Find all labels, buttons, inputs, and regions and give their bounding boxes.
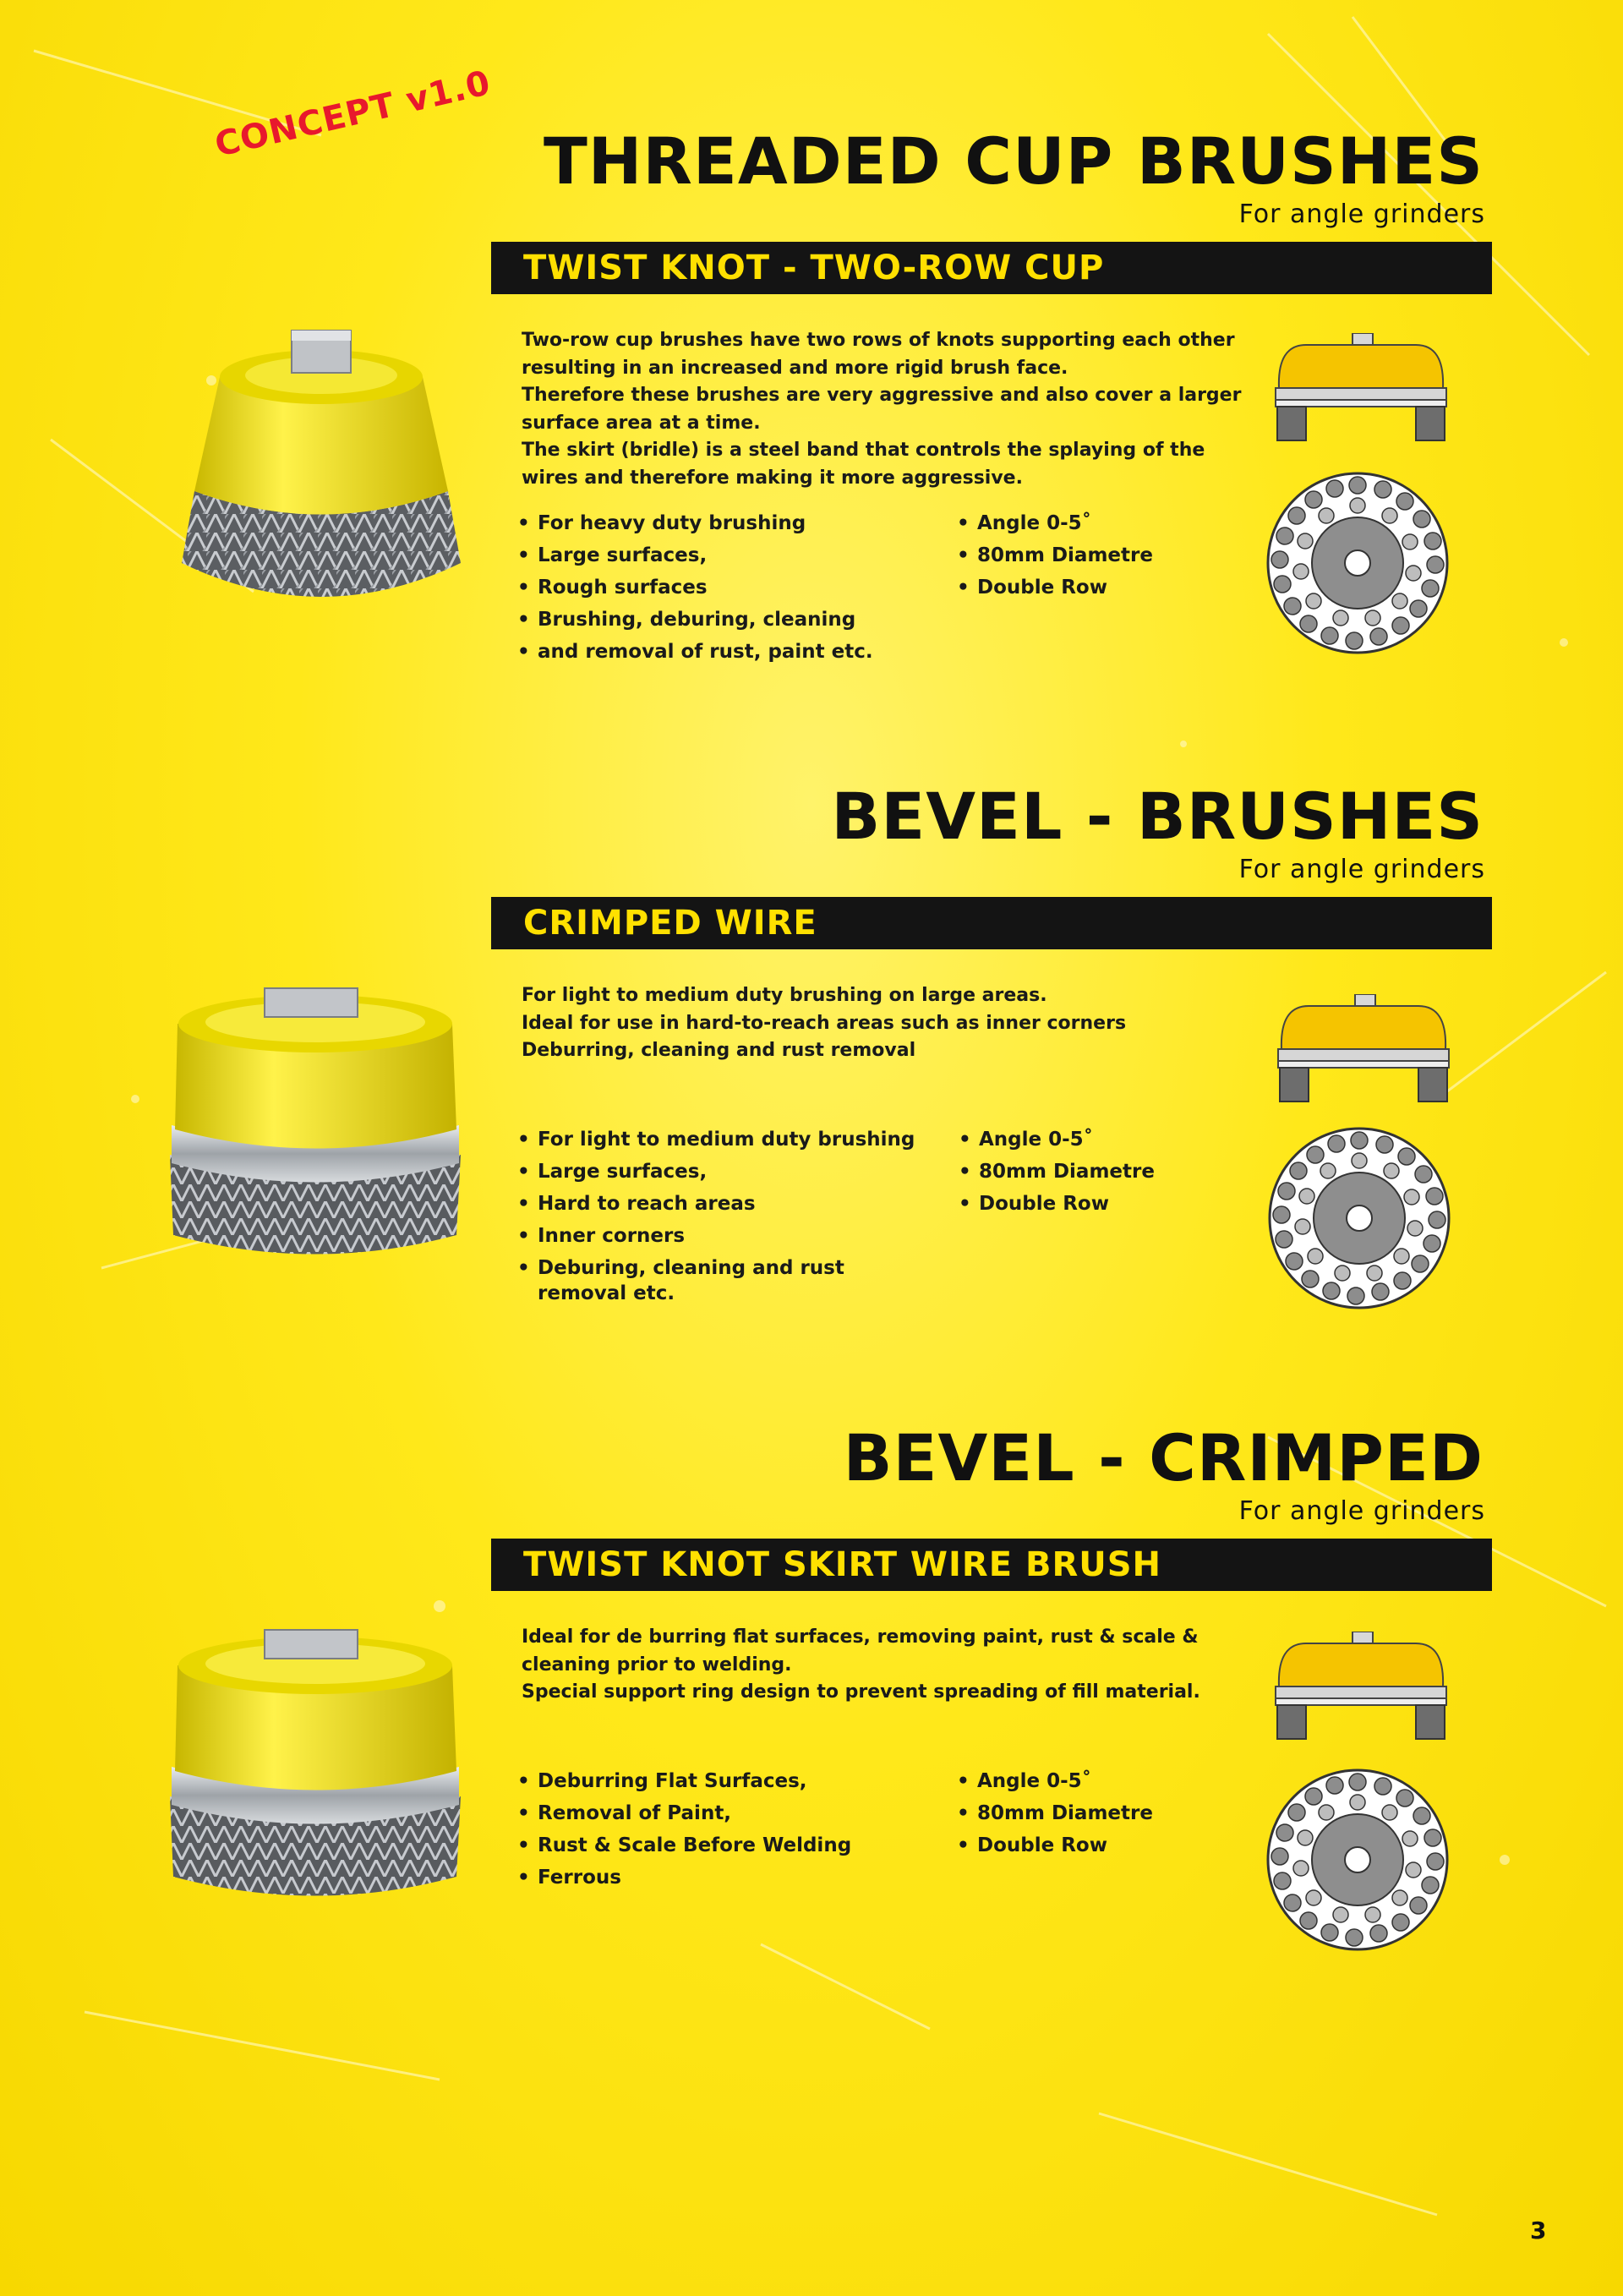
product-photo-two-row-cup (169, 309, 473, 614)
description-line: resulting in an increased and more rigid brush face. (522, 357, 1068, 379)
list-item: • Ferrous (517, 1861, 851, 1894)
section-title: THREADED CUP BRUSHES (543, 123, 1484, 199)
section-subtitle: For angle grinders (1238, 855, 1485, 884)
description-line: surface area at a time. (522, 412, 761, 434)
list-item: • Angle 0-5˚ (957, 1765, 1153, 1797)
list-item: • Double Row (959, 1188, 1155, 1220)
section-subtitle: For angle grinders (1238, 200, 1485, 229)
product-photo-crimped-wire (165, 981, 465, 1269)
description-line: Special support ring design to prevent spreading of fill material. (522, 1681, 1200, 1703)
category-label: TWIST KNOT - TWO-ROW CUP (523, 249, 1105, 287)
list-item: • Large surfaces, (517, 1156, 915, 1188)
category-band (491, 897, 1492, 949)
list-item: • Deburing, cleaning and rust removal etc. (517, 1255, 910, 1306)
top-view-diagram (1266, 1125, 1452, 1311)
list-item: • and removal of rust, paint etc. (517, 636, 873, 668)
list-item: • For heavy duty brushing (517, 507, 873, 539)
list-item: • Hard to reach areas (517, 1188, 915, 1220)
feature-list (517, 507, 873, 668)
list-item: • 80mm Diametre (957, 1797, 1153, 1829)
description-line: cleaning prior to welding. (522, 1654, 792, 1676)
list-item: • 80mm Diametre (959, 1156, 1155, 1188)
description-line: Two-row cup brushes have two rows of knots supporting each other (522, 330, 1235, 351)
list-item: • Deburring Flat Surfaces, (517, 1765, 851, 1797)
spec-list (959, 1123, 1155, 1220)
section-title: BEVEL - CRIMPED (843, 1420, 1484, 1495)
list-item: • Brushing, deburing, cleaning (517, 604, 873, 636)
description-line: wires and therefore making it more aggressive. (522, 467, 1023, 489)
category-label: TWIST KNOT SKIRT WIRE BRUSH (523, 1545, 1162, 1584)
concept-stamp: CONCEPT v1.0 (211, 63, 495, 165)
list-item: • Angle 0-5˚ (959, 1123, 1155, 1156)
description (522, 982, 1215, 1065)
description-line: Therefore these brushes are very aggressive and also cover a larger (522, 385, 1242, 406)
list-item: • For light to medium duty brushing (517, 1123, 915, 1156)
top-view-diagram (1265, 1767, 1451, 1953)
description-line: Ideal for use in hard-to-reach areas such as inner corners (522, 1012, 1127, 1034)
top-view-diagram (1265, 470, 1451, 656)
category-label: CRIMPED WIRE (523, 904, 817, 943)
feature-list (517, 1123, 915, 1306)
list-item: • Rust & Scale Before Welding (517, 1829, 851, 1861)
side-view-diagram (1275, 994, 1452, 1104)
side-view-diagram (1272, 333, 1450, 443)
feature-list (517, 1765, 851, 1894)
side-view-diagram (1272, 1632, 1450, 1741)
section-subtitle: For angle grinders (1238, 1496, 1485, 1526)
product-photo-twist-knot-skirt (165, 1623, 465, 1911)
spec-list (957, 507, 1153, 604)
category-band (491, 1539, 1492, 1591)
description-line: For light to medium duty brushing on large areas. (522, 985, 1047, 1006)
list-item: • Rough surfaces (517, 571, 873, 604)
list-item: • Large surfaces, (517, 539, 873, 571)
spec-list (957, 1765, 1153, 1861)
description-line: The skirt (bridle) is a steel band that controls the splaying of the (522, 440, 1205, 461)
page-number: 3 (1530, 2217, 1547, 2244)
list-item: • Double Row (957, 1829, 1153, 1861)
list-item: • Angle 0-5˚ (957, 507, 1153, 539)
list-item: • 80mm Diametre (957, 539, 1153, 571)
list-item: • Removal of Paint, (517, 1797, 851, 1829)
description-line: Deburring, cleaning and rust removal (522, 1040, 916, 1061)
description-line: Ideal for de burring flat surfaces, removing paint, rust & scale & (522, 1626, 1199, 1648)
category-band (491, 242, 1492, 294)
description (522, 1624, 1215, 1707)
list-item: • Inner corners (517, 1220, 915, 1252)
list-item: • Double Row (957, 571, 1153, 604)
section-title: BEVEL - BRUSHES (831, 779, 1484, 854)
description (522, 327, 1242, 492)
